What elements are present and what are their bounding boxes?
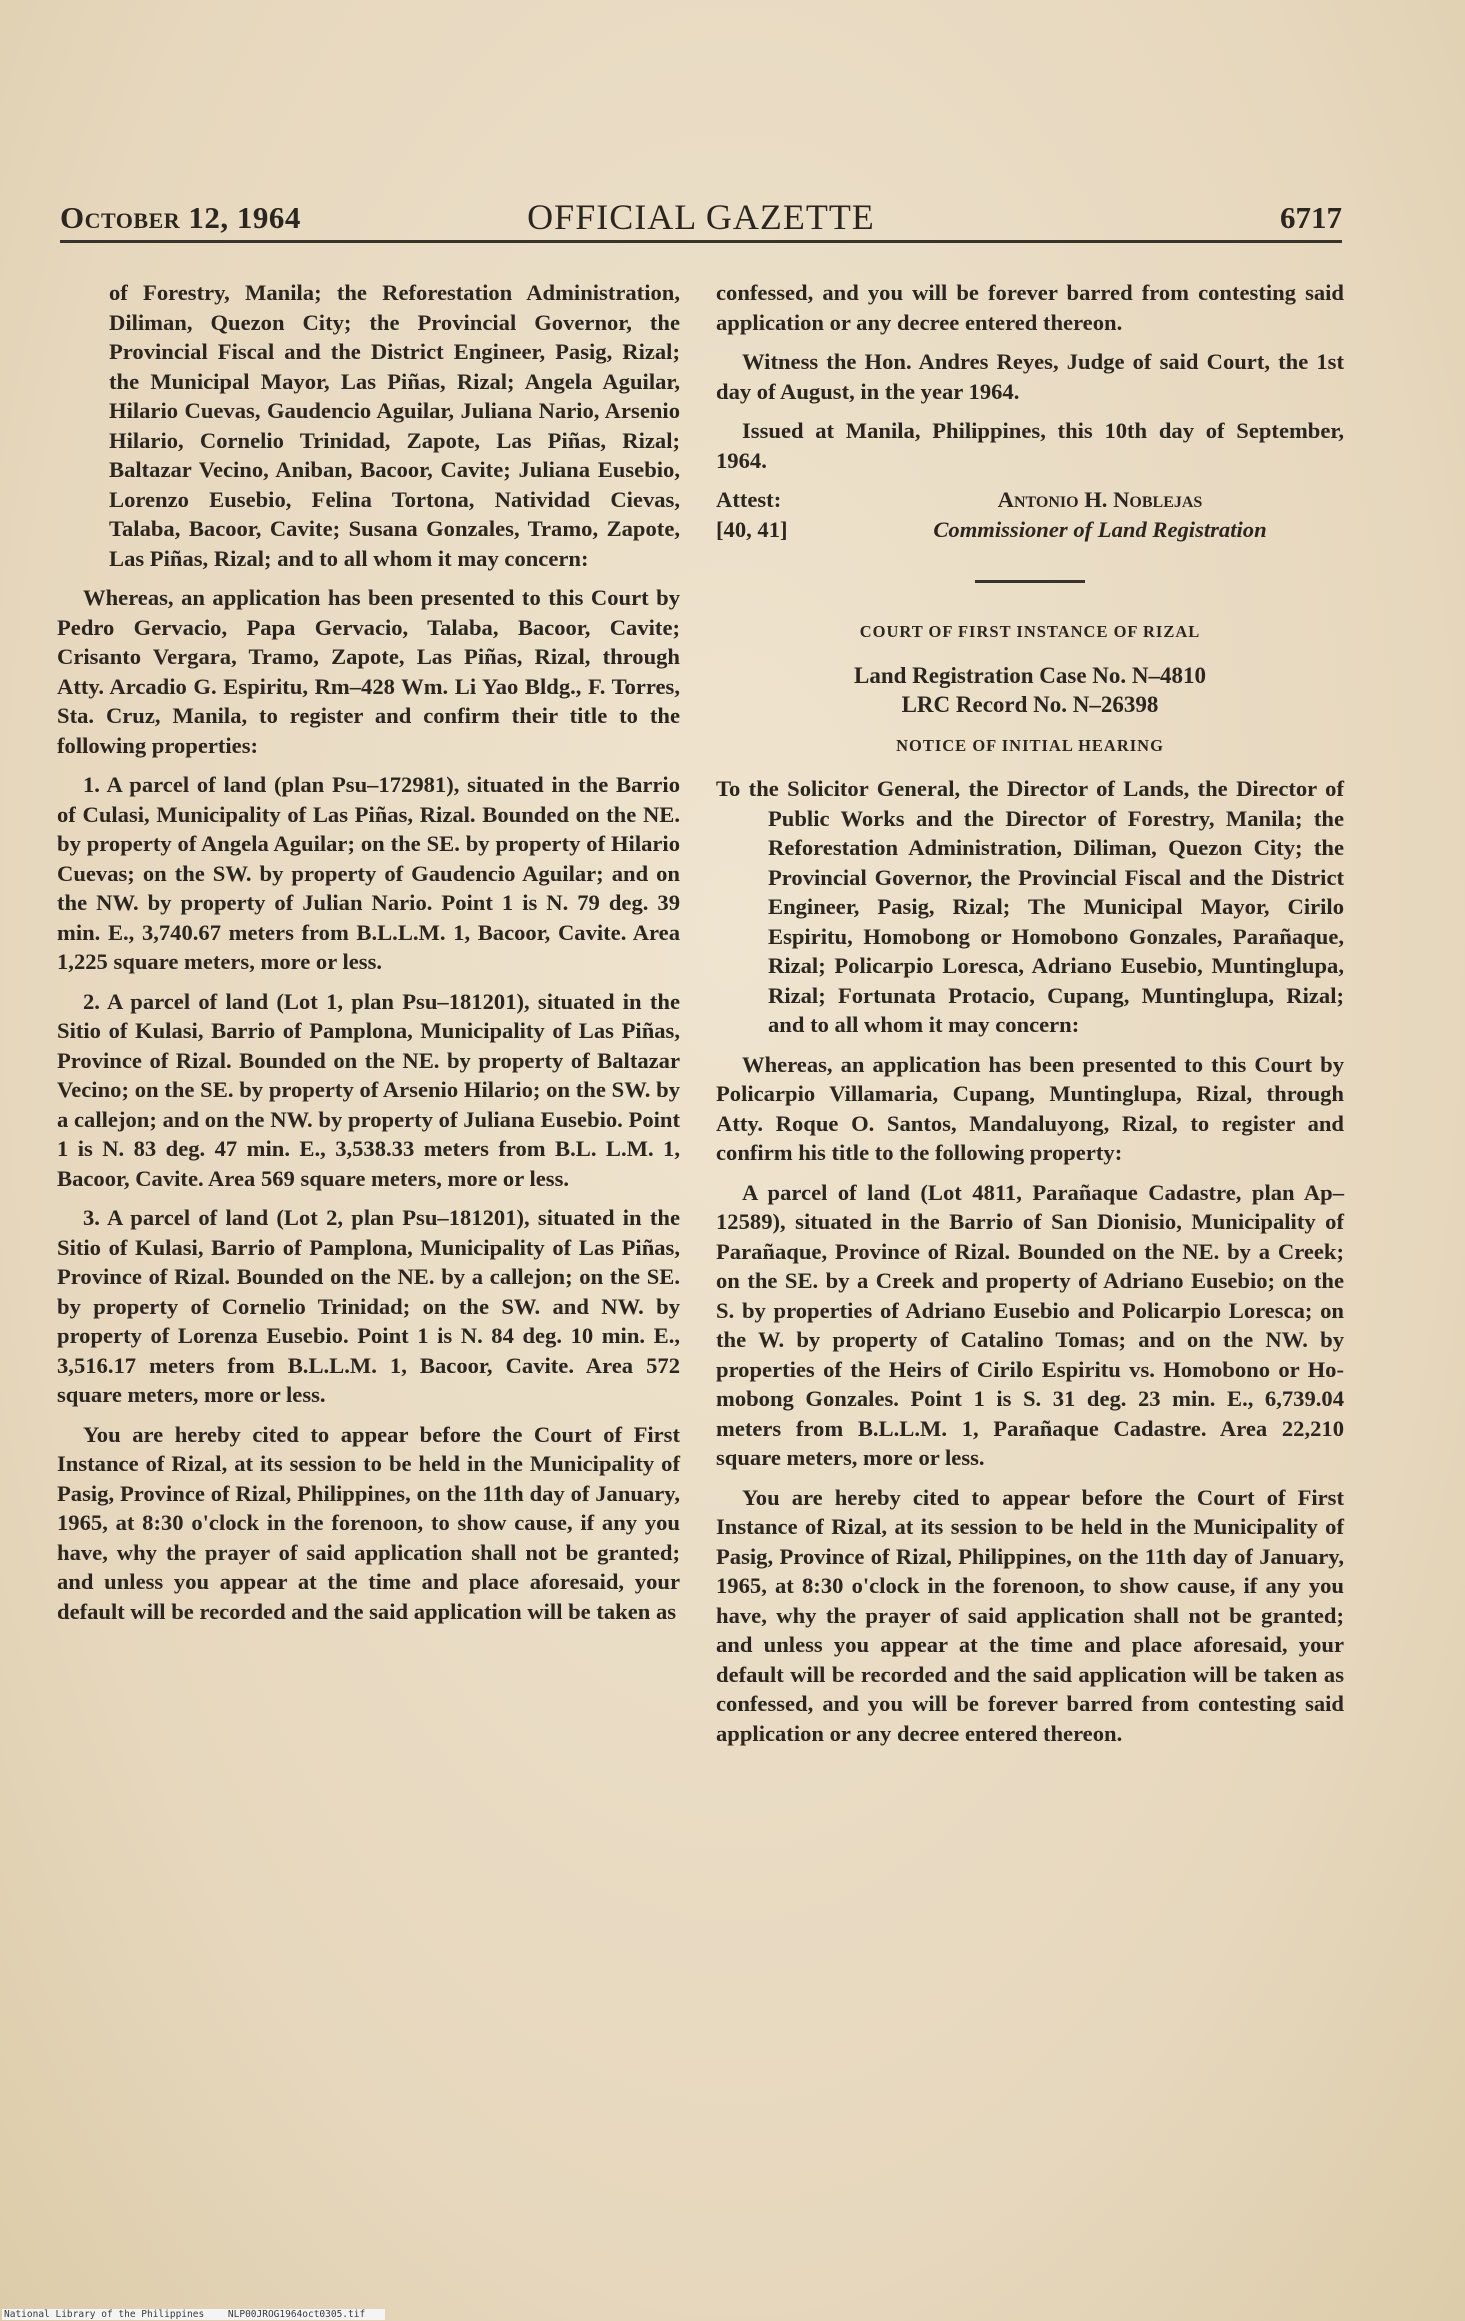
right-confessed-continued: confessed, and you will be forever barred from contesting said application or any decree entered thereon. — [716, 280, 1344, 335]
footer-library: National Library of the Philippines — [4, 2309, 205, 2320]
left-addressees-continued: of Forestry, Manila; the Reforestation Administration, Diliman, Quezon City; the Provincial Governor, the Provincial Fiscal and the District Engineer, Pasig, Rizal; the Municipal Mayor, Las Piñas, Rizal; Angela Aguilar, Hilario Cuevas, Gaudencio Aguilar, Juliana Nario, Arsenio Hilario, Cornelio Trinidad, Zapote, Las Piñas, Rizal; Baltazar Vecino, Aniban, Bacoor, Cavite; Juliana Eusebio, Lorenzo Eusebio, Felina Tortona, Natividad Cievas, Talaba, Bacoor, Cavite; Susana Gonzales, Tramo, Zapote, Las Piñas, Rizal; and to all whom it may concern: — [109, 280, 680, 571]
right-whereas-paragraph: Whereas, an application has been presented to this Court by Policarpio Villamaria, Cupang, Muntinglupa, Rizal, through Atty. Roque O. Santos, Mandaluyong, Rizal, to register and confirm his title to the following property: — [716, 1051, 1344, 1165]
lrc-record-number: LRC Record No. N–26398 — [901, 691, 1159, 717]
notice-heading: NOTICE OF INITIAL HEARING — [896, 735, 1164, 755]
scan-footer — [2, 2309, 385, 2320]
right-column — [716, 278, 1344, 1758]
court-heading: COURT OF FIRST INSTANCE OF RIZAL — [859, 622, 1201, 641]
section-divider — [975, 580, 1085, 583]
header-page-number: 6717 — [1280, 200, 1342, 235]
attest-label: Attest: — [716, 487, 782, 512]
left-parcel-2: 2. A parcel of land (Lot 1, plan Psu–181201), situated in the Sitio of Kulasi, Barrio of Pamplona, Municipality of Las Piñas, Province of Rizal. Bounded on the NE. by property of Baltazar Vecino; on the SE. by property of Arsenio Hilario; on the SW. by a callejon; and on the NW. by property of Juliana Eusebio. Point 1 is N. 83 deg. 47 min. E., 3,538.33 meters from B.L. L.M. 1, Bacoor, Cavite. Area 569 square meters, more or less. — [57, 988, 680, 1191]
case-numbers — [716, 661, 1344, 719]
attest-reference: [40, 41] — [716, 516, 788, 542]
left-whereas-paragraph: Whereas, an application has been presented to this Court by Pedro Gervacio, Papa Gervacio, Talaba, Bacoor, Cavite; Crisanto Vergara, Tramo, Zapote, Las Piñas, Rizal, through Atty. Arcadio G. Espiritu, Rm–428 Wm. Li Yao Bldg., F. Torres, Sta. Cruz, Manila, to register and confirm their title to the following properties: — [57, 585, 680, 758]
attest-signatory-title: Commissioner of Land Registration — [933, 516, 1267, 542]
left-citation-paragraph: You are hereby cited to appear before the Court of First Instance of Rizal, at its session to be held in the Municipality of Pasig, Province of Rizal, Philippines, on the 11th day of January, 1965, at 8:30 o'clock in the forenoon, to show cause, if any you have, why the prayer of said application shall not be granted; and unless you appear at the time and place aforesaid, your default will be recorded and the said application will be taken as — [57, 1421, 680, 1624]
header-rule — [60, 240, 1342, 243]
left-column — [57, 278, 680, 1636]
header-date: October 12, 1964 — [60, 200, 301, 235]
left-parcel-3: 3. A parcel of land (Lot 2, plan Psu–181201), situated in the Sitio of Kulasi, Barrio of Pamplona, Municipality of Las Piñas, Province of Rizal. Bounded on the NE. by a callejon; on the SE. by property of Cornelio Trinidad; on the SW. and NW. by property of Lorenza Eusebio. Point 1 is N. 84 deg. 10 min. E., 3,516.17 meters from B.L.L.M. 1, Bacoor, Cavite. Area 572 square meters, more or less. — [57, 1205, 680, 1407]
right-citation-paragraph: You are hereby cited to appear before the Court of First Instance of Rizal, at its session to be held in the Municipality of Pasig, Province of Rizal, Philippines, on the 11th day of January, 1965, at 8:30 o'clock in the forenoon, to show cause, if any you have, why the prayer of said application shall not be granted; and unless you appear at the time and place aforesaid, your default will be recorded and the said application will be taken as confessed, and you will be forever barred from contesting said application or any decree entered thereon. — [716, 1484, 1344, 1746]
left-parcel-1: 1. A parcel of land (plan Psu–172981), situated in the Barrio of Culasi, Municipality of Las Piñas, Rizal. Bounded on the NE. by property of Angela Aguilar; on the SE. by property of Hilario Cuevas; on the SW. by property of Gaudencio Aguilar; and on the NW. by property of Julian Nario. Point 1 is N. 79 deg. 39 min. E., 3,740.67 meters from B.L.L.M. 1, Bacoor, Cavite. Area 1,225 square meters, more or less. — [57, 772, 680, 974]
right-addressees: To the Solicitor General, the Director of Lands, the Director of Public Works and the Director of Forestry, Manila; the Reforestation Administration, Diliman, Quezon City; the Provincial Governor, the Provincial Fiscal and the District Engineer, Pasig, Rizal; The Municipal Mayor, Cirilo Espiritu, Homobong or Homobono Gonzales, Parañaque, Rizal; Policarpio Loresca, Adriano Eusebio, Muntinglupa, Rizal; Fortunata Protacio, Cupang, Muntinglupa, Rizal; and to all whom it may concern: — [716, 776, 1344, 1037]
attestation-block — [716, 485, 1344, 544]
page-header — [60, 196, 1342, 246]
right-issued-paragraph: Issued at Manila, Philippines, this 10th day of September, 1964. — [716, 418, 1344, 473]
case-number: Land Registration Case No. N–4810 — [853, 662, 1207, 688]
right-witness-paragraph: Witness the Hon. Andres Reyes, Judge of said Court, the 1st day of August, in the year 1964. — [716, 349, 1344, 404]
header-publication-title: OFFICIAL GAZETTE — [527, 197, 875, 237]
attest-signatory-name: Antonio H. Noblejas — [997, 487, 1203, 512]
footer-filename: NLP00JROG1964oct0305.tif — [227, 2309, 366, 2320]
right-parcel-description: A parcel of land (Lot 4811, Parañaque Cadastre, plan Ap–12589), situated in the Barrio of San Dionisio, Municipality of Parañaque, Province of Rizal. Bounded on the NE. by a Creek; on the SE. by a Creek and property of Adriano Eusebio; on the S. by properties of Adriano Eusebio and Policarpio Loresca; on the W. by property of Catalino Tomas; and on the NW. by properties of the Heirs of Cirilo Espiritu vs. Homobono or Homobong Gonzales. Point 1 is S. 31 deg. 23 min. E., 6,739.04 meters from B.L.L.M. 1, Parañaque Cadastre. Area 22,210 square meters, more or less. — [716, 1179, 1344, 1470]
